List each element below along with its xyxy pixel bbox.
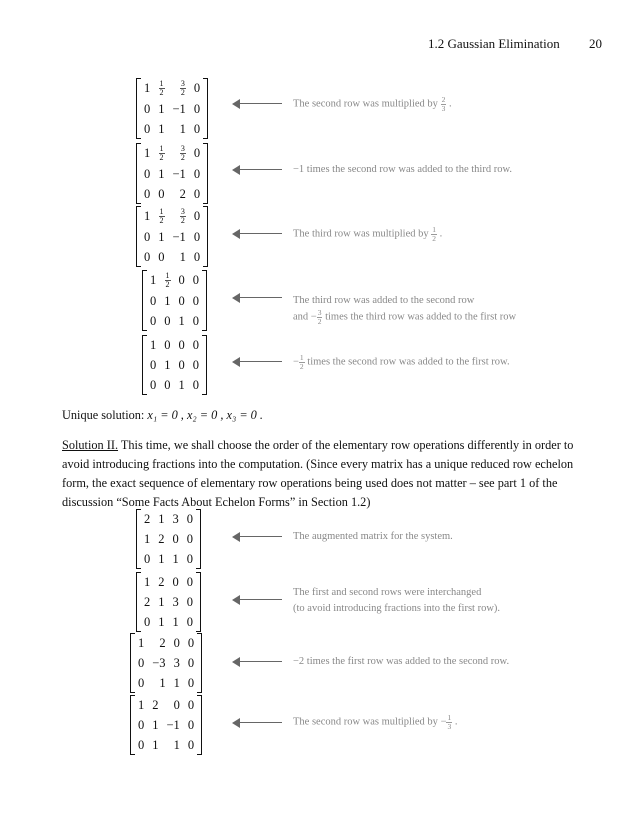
matrix-cell: 2 bbox=[159, 635, 166, 650]
matrix-cell: 0 bbox=[144, 166, 151, 181]
arrow-step-3 bbox=[232, 229, 282, 239]
matrix-table bbox=[134, 633, 198, 693]
matrix-cell: 1 bbox=[144, 209, 151, 223]
matrix-cell: 1 bbox=[144, 81, 151, 95]
matrix-cell: $\frac{1}{2}$ bbox=[165, 271, 170, 289]
matrix-cell: 0 bbox=[192, 357, 199, 372]
note-step-6: The augmented matrix for the system. bbox=[293, 531, 453, 542]
matrix-cell: 2 bbox=[158, 574, 165, 589]
left-bracket bbox=[142, 335, 147, 395]
note-step-1: The second row was multiplied by $\frac{2}{3}$ . bbox=[293, 95, 452, 113]
matrix-cell: 0 bbox=[193, 209, 201, 223]
matrix-row bbox=[140, 143, 204, 164]
matrix-cell: −1 bbox=[166, 717, 180, 732]
matrix-cell: 0 bbox=[138, 675, 145, 690]
matrix-row bbox=[134, 653, 198, 673]
matrix-cell: 0 bbox=[164, 337, 171, 352]
matrix-cell: 1 bbox=[158, 166, 165, 181]
matrix-cell: 0 bbox=[173, 635, 180, 650]
matrix-row bbox=[140, 119, 204, 139]
matrix-cell: 0 bbox=[187, 675, 195, 690]
matrix-row bbox=[140, 549, 197, 569]
arrow-step-2 bbox=[232, 165, 282, 175]
matrix-cell: 0 bbox=[138, 655, 145, 670]
matrix-cell: 0 bbox=[192, 293, 199, 308]
matrix-row bbox=[140, 572, 197, 592]
matrix-cell: 0 bbox=[186, 614, 193, 629]
matrix-step-6 bbox=[140, 509, 197, 569]
matrix-cell: $\frac{3}{2}$ bbox=[180, 144, 185, 162]
solution-two-body: This time, we shall choose the order of the elementary row operations differently in order to avoid introducing fractions into the computation. (Since every matrix has a unique reduced row echelon form, the exact sequence of elementary row operations being used does not matter – see part 1 of the discussion “Some Facts About Echelon Forms” in Section 1.2) bbox=[62, 438, 574, 509]
matrix-cell: 1 bbox=[178, 313, 185, 328]
matrix-cell: 0 bbox=[150, 377, 157, 392]
matrix-cell: −3 bbox=[152, 655, 166, 670]
matrix-cell: 1 bbox=[172, 614, 179, 629]
arrow-step-6 bbox=[232, 532, 282, 542]
matrix-cell: 0 bbox=[158, 186, 165, 201]
matrix-row bbox=[140, 509, 197, 529]
right-bracket bbox=[196, 509, 201, 569]
left-bracket bbox=[136, 143, 141, 204]
matrix-table bbox=[146, 335, 203, 395]
matrix-table bbox=[140, 143, 204, 204]
right-bracket bbox=[203, 78, 208, 139]
matrix-cell: 0 bbox=[158, 249, 165, 264]
page-number: 20 bbox=[589, 36, 602, 51]
matrix-cell: 0 bbox=[178, 337, 185, 352]
matrix-row bbox=[134, 735, 198, 755]
solution-two-heading: Solution II. bbox=[62, 438, 119, 452]
matrix-cell: 2 bbox=[179, 186, 186, 201]
matrix-cell: 2 bbox=[152, 697, 159, 712]
matrix-cell: 0 bbox=[193, 166, 201, 181]
matrix-row bbox=[140, 184, 204, 204]
matrix-cell: 0 bbox=[186, 594, 193, 609]
matrix-cell: 2 bbox=[158, 531, 165, 546]
left-bracket bbox=[130, 695, 135, 755]
matrix-cell: 0 bbox=[192, 273, 199, 287]
matrix-cell: 0 bbox=[150, 313, 157, 328]
page-header bbox=[402, 36, 602, 52]
matrix-row bbox=[140, 592, 197, 612]
matrix-table bbox=[140, 206, 204, 267]
matrix-row bbox=[146, 291, 203, 311]
matrix-cell: $\frac{1}{2}$ bbox=[159, 144, 164, 162]
left-bracket bbox=[136, 78, 141, 139]
matrix-cell: 0 bbox=[164, 377, 171, 392]
matrix-cell: 0 bbox=[186, 531, 193, 546]
matrix-cell: 0 bbox=[186, 511, 193, 526]
right-bracket bbox=[196, 572, 201, 632]
matrix-cell: 0 bbox=[144, 614, 151, 629]
matrix-cell: 0 bbox=[187, 717, 195, 732]
matrix-row bbox=[140, 227, 204, 247]
fraction-three-halves: $\frac{3}{2}$ bbox=[317, 308, 322, 326]
note-step-7: The first and second rows were interchanged (to avoid introducing fractions into the first row). bbox=[293, 587, 501, 614]
matrix-cell: 1 bbox=[138, 697, 145, 712]
matrix-cell: 0 bbox=[187, 635, 195, 650]
matrix-cell: 3 bbox=[172, 511, 179, 526]
matrix-cell: 0 bbox=[193, 249, 201, 264]
matrix-table bbox=[134, 695, 198, 755]
matrix-cell: 1 bbox=[152, 737, 159, 752]
matrix-cell: 1 bbox=[178, 377, 185, 392]
matrix-cell: 0 bbox=[178, 293, 185, 308]
right-bracket bbox=[197, 695, 202, 755]
matrix-step-9 bbox=[134, 695, 198, 755]
matrix-step-3 bbox=[140, 206, 204, 267]
right-bracket bbox=[203, 206, 208, 267]
matrix-step-2 bbox=[140, 143, 204, 204]
matrix-cell: 3 bbox=[172, 594, 179, 609]
arrow-step-4 bbox=[232, 293, 282, 303]
matrix-row bbox=[146, 335, 203, 355]
matrix-cell: 0 bbox=[138, 737, 145, 752]
matrix-table bbox=[140, 509, 197, 569]
matrix-cell: 0 bbox=[187, 737, 195, 752]
matrix-table bbox=[146, 270, 203, 331]
note-step-4: The third row was added to the second row and − $\frac{3}{2}$ times the third row was added to the first row bbox=[293, 295, 517, 326]
matrix-cell: 1 bbox=[164, 357, 171, 372]
matrix-row bbox=[146, 311, 203, 331]
matrix-cell: 1 bbox=[179, 121, 186, 136]
matrix-cell: 0 bbox=[187, 655, 195, 670]
arrow-step-7 bbox=[232, 595, 282, 605]
matrix-step-8 bbox=[134, 633, 198, 693]
matrix-row bbox=[146, 375, 203, 395]
matrix-step-5 bbox=[146, 335, 203, 395]
matrix-row bbox=[140, 247, 204, 267]
note-step-3: The third row was multiplied by $\frac{1}{2}$ . bbox=[293, 225, 443, 243]
matrix-cell: 1 bbox=[159, 675, 166, 690]
matrix-cell: 1 bbox=[164, 293, 171, 308]
matrix-cell: 2 bbox=[144, 594, 151, 609]
matrix-step-4 bbox=[146, 270, 203, 331]
arrow-step-5 bbox=[232, 357, 282, 367]
matrix-cell: $\frac{1}{2}$ bbox=[159, 79, 164, 97]
matrix-cell: 0 bbox=[193, 121, 201, 136]
left-bracket bbox=[130, 633, 135, 693]
matrix-cell: 0 bbox=[138, 717, 145, 732]
arrow-step-1 bbox=[232, 99, 282, 109]
matrix-cell: 0 bbox=[193, 229, 201, 244]
matrix-cell: $\frac{3}{2}$ bbox=[180, 79, 185, 97]
matrix-row bbox=[134, 695, 198, 715]
matrix-cell: 0 bbox=[150, 357, 157, 372]
section-title: 1.2 Gaussian Elimination bbox=[427, 36, 560, 51]
left-bracket bbox=[142, 270, 147, 331]
matrix-row bbox=[140, 99, 204, 119]
right-bracket bbox=[197, 633, 202, 693]
matrix-cell: 0 bbox=[144, 121, 151, 136]
matrix-cell: 1 bbox=[173, 675, 180, 690]
fraction-one-half: $\frac{1}{2}$ bbox=[432, 225, 436, 243]
matrix-cell: 1 bbox=[158, 229, 165, 244]
right-bracket bbox=[202, 270, 207, 331]
matrix-cell: 0 bbox=[192, 337, 199, 352]
matrix-cell: 0 bbox=[186, 551, 193, 566]
matrix-cell: 0 bbox=[192, 313, 199, 328]
matrix-cell: 1 bbox=[158, 101, 165, 116]
matrix-cell: 1 bbox=[172, 551, 179, 566]
matrix-cell: 1 bbox=[158, 594, 165, 609]
matrix-cell: 1 bbox=[158, 614, 165, 629]
note-step-5: − $\frac{1}{2}$ times the second row was added to the first row. bbox=[293, 353, 510, 371]
matrix-cell: 0 bbox=[178, 357, 185, 372]
note-step-9: The second row was multiplied by − $\frac{1}{3}$ . bbox=[293, 713, 458, 731]
matrix-cell: 3 bbox=[173, 655, 180, 670]
right-bracket bbox=[202, 335, 207, 395]
matrix-cell: 1 bbox=[150, 273, 157, 287]
matrix-cell: 0 bbox=[144, 101, 151, 116]
matrix-table bbox=[140, 78, 204, 139]
matrix-cell: 0 bbox=[187, 697, 195, 712]
matrix-cell: 0 bbox=[173, 697, 180, 712]
fraction-two-thirds: $\frac{2}{3}$ bbox=[441, 95, 446, 113]
matrix-cell: 0 bbox=[144, 249, 151, 264]
matrix-row bbox=[140, 612, 197, 632]
matrix-cell: 0 bbox=[193, 81, 201, 95]
matrix-cell: −1 bbox=[172, 101, 186, 116]
right-bracket bbox=[203, 143, 208, 204]
unique-solution: Unique solution: x₁ = 0 , x₂ = 0 , x₃ = 0 . bbox=[62, 408, 263, 422]
matrix-cell: 0 bbox=[144, 551, 151, 566]
matrix-cell: 1 bbox=[152, 717, 159, 732]
solution-values: x₁ = 0 , x₂ = 0 , x₃ = 0 . bbox=[147, 408, 263, 422]
arrow-step-9 bbox=[232, 718, 282, 728]
matrix-cell: 1 bbox=[144, 574, 151, 589]
matrix-cell: 0 bbox=[193, 101, 201, 116]
matrix-cell: 1 bbox=[158, 551, 165, 566]
fraction-neg-one-half: $\frac{1}{2}$ bbox=[299, 353, 304, 371]
matrix-cell: 0 bbox=[172, 531, 179, 546]
matrix-row bbox=[134, 673, 198, 693]
matrix-row bbox=[140, 206, 204, 227]
matrix-step-7 bbox=[140, 572, 197, 632]
left-bracket bbox=[136, 509, 141, 569]
matrix-row bbox=[146, 270, 203, 291]
matrix-row bbox=[134, 715, 198, 735]
matrix-cell: 1 bbox=[173, 737, 180, 752]
matrix-cell: −1 bbox=[172, 166, 186, 181]
note-step-8: −2 times the first row was added to the second row. bbox=[293, 656, 510, 667]
solution-two-paragraph bbox=[62, 436, 602, 512]
matrix-cell: 0 bbox=[178, 273, 185, 287]
matrix-cell: 0 bbox=[150, 293, 157, 308]
matrix-row bbox=[134, 633, 198, 653]
matrix-cell: 1 bbox=[144, 531, 151, 546]
matrix-cell: 1 bbox=[138, 635, 145, 650]
matrix-cell: 0 bbox=[144, 186, 151, 201]
matrix-cell: 0 bbox=[192, 377, 199, 392]
matrix-cell: 0 bbox=[164, 313, 171, 328]
left-bracket bbox=[136, 572, 141, 632]
matrix-cell: 0 bbox=[144, 229, 151, 244]
matrix-cell: 0 bbox=[172, 574, 179, 589]
matrix-cell: −1 bbox=[172, 229, 186, 244]
matrix-row bbox=[140, 78, 204, 99]
matrix-row bbox=[140, 529, 197, 549]
matrix-cell: 1 bbox=[179, 249, 186, 264]
matrix-cell: 0 bbox=[193, 146, 201, 160]
matrix-cell: 1 bbox=[150, 337, 157, 352]
matrix-step-1 bbox=[140, 78, 204, 139]
matrix-cell: 1 bbox=[158, 121, 165, 136]
matrix-cell: $\frac{3}{2}$ bbox=[180, 207, 185, 225]
arrow-step-8 bbox=[232, 657, 282, 667]
matrix-cell: 1 bbox=[158, 511, 165, 526]
matrix-row bbox=[140, 164, 204, 184]
matrix-cell: 0 bbox=[186, 574, 193, 589]
left-bracket bbox=[136, 206, 141, 267]
matrix-table bbox=[140, 572, 197, 632]
note-step-2: −1 times the second row was added to the third row. bbox=[293, 164, 512, 175]
fraction-neg-one-third: $\frac{1}{3}$ bbox=[447, 713, 452, 731]
matrix-cell: 2 bbox=[144, 511, 151, 526]
matrix-cell: 0 bbox=[193, 186, 201, 201]
matrix-cell: 1 bbox=[144, 146, 151, 160]
matrix-row bbox=[146, 355, 203, 375]
matrix-cell: $\frac{1}{2}$ bbox=[159, 207, 164, 225]
